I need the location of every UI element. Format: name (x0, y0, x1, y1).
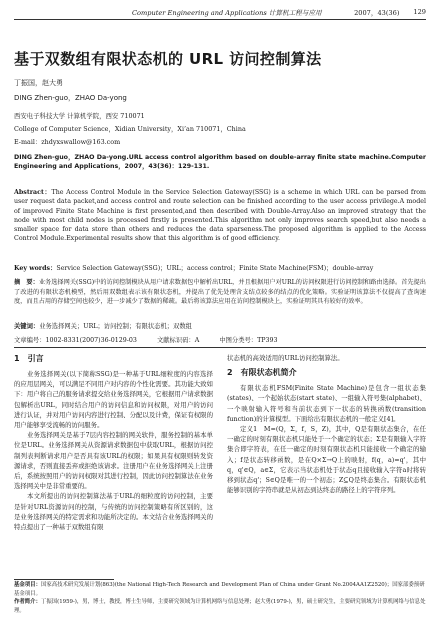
meta-rule (14, 347, 426, 348)
keywords-cn (14, 322, 426, 331)
footnotes (14, 581, 426, 615)
abstract-cn (14, 278, 426, 307)
abstract-label: Abstract： (14, 189, 52, 196)
zhaiyao-text: 业务选择网关(SSG)中的访问控制模块从用户请求数据包中解析出URL，并且根据用户对URL的访问权限进行访问控制和路由选择。首先提出了改进的有限状态机模型，然后用双数组表示该有限状态机，并提出了优先处理含支结点较多的结点的优化策略。实验证明该算法不仅提高了查询速度，而且占用的存储空间也较少，进一步减少了数据的稀疏。最后将该算法应用在访问控制模块上，实验证明其具有较好的效率。 (14, 279, 426, 306)
fund-text: 国家高技术研究发展计划(863)(the National High-Tech Research and Development Plan of China under Grant No.2004AA1Z2520)；国家部委预研基金项目。 (14, 582, 425, 597)
authors-en: DING Zhen-guo，ZHAO Da-yong (14, 94, 127, 102)
page-number: 129 (413, 8, 426, 16)
left-column (14, 353, 213, 532)
abstract-text: The Access Control Module in the Service Selection Gateway(SSG) is a scheme in which URL can be parsed from user request data packet,and access control and route selection can be finished according to the user access privilege.A model of improved Finite State Machine is first presented,and then described with Double-Array.Also an improved strategy that the node with most child nodes is processed firstly is presented.This algorithm not only improves search speed,but also needs a smaller space for data store than others and reduces the data sparseness.The proposed algorithm is applied to the Access Control Module.Experimental results show that this algorithm is of good efficiency. (14, 189, 427, 243)
intro-paragraph-3: 本文所提出的访问控制算法基于URL的细粒度的访问控制，主要是针对URL资源访问的控制，与传统的访问控制策略有所区别的，这是业务选择网关的特定需求和功能所决定的。本文结合业务选择网关的特点提出了一种基于双数组有限 (14, 492, 213, 532)
section-heading-introduction: 1 引言 (14, 354, 44, 363)
journal-name: Computer Engineering and Applications 计算机工程与应用 (132, 9, 322, 17)
authors-cn: 丁振国，赵大勇 (14, 79, 63, 87)
bio-text: 丁振国(1959-)，男，博士，教授，博士生导师，主要研究领域为计算机网络与信息处理；赵大勇(1979-)，男，硕士研究生，主要研究领域为计算机网络与信息处理。 (14, 599, 426, 614)
clc-number: 中图分类号：TP393 (219, 337, 278, 344)
affiliation-en: College of Computer Science，Xidian University，Xi’an 710071，China (14, 125, 246, 133)
bio-label: 作者简介： (14, 599, 41, 606)
author-bio-note (14, 598, 426, 615)
keywords-en (14, 264, 426, 273)
affiliation-cn: 西安电子科技大学 计算机学院，西安 710071 (14, 112, 145, 120)
email-address: E-mail：zhdyxswallow@163.com (14, 138, 121, 146)
article-number: 文章编号：1002-8331(2007)36-0129-03 (14, 337, 137, 344)
fund-note (14, 581, 426, 598)
intro-paragraph-2: 业务选择网关是基于7层内容控制的网关软件，服务控制的基本单位是URL。业务选择网关从资源请求数据包中获取URL，根据访问控制列表判断请求用户是否具有该URL的权限；如果具有权限则转发资源请求，否则直接丢弃或拒绝该请求。注册用户在业务选择网关上注册后，系统按照用户的访问权限对其进行控制，因此访问控制算法在业务选择网关中是非常重要的。 (14, 431, 213, 491)
zhaiyao-label: 摘 要： (14, 279, 39, 286)
fsm-paragraph-1: 有限状态机FSM(Finite State Machine)是包含一组状态集(states)、一个起始状态(start state)、一组输入符号集(alphabet)、一个映射输入符号和当前状态到下一状态的转换函数(transition function)的计算模型。下面给出有限状态机的一般定义[4]。 (227, 384, 426, 423)
article-meta (14, 335, 278, 344)
fsm-definition: 定义1 M=(Q，Σ，f，S，Z)，其中，Q是有限状态集合，在任一确定的时刻有限状态机只能处于一个确定的状态；Σ是有限输入字符集合即字符表，在任一确定的时刻有限状态机只能接收一个确定的输入；f是状态转移函数，是在Q×Σ→Q上的映射，f(q，a)=q'，其中q，q'∈Q，a∈Σ，它表示当状态机处于状态q且接收输入字符a时将转移到状态q'；S∈Q是唯一的一个初态；Z⊆Q是终态集合。有限状态机能够识别的字符串就是从初态到达终态的路径上的字符序列。 (227, 425, 426, 495)
citation (14, 153, 426, 172)
right-column (227, 353, 426, 495)
issue-info: 2007，43(36) (354, 9, 400, 17)
guanjianci-text: 业务选择网关；URL；访问控制；有限状态机；双数组 (39, 323, 192, 330)
abstract (14, 188, 426, 244)
citation-text: DING Zhen-guo，ZHAO Da-yong.URL access control algorithm based on double-array finite state machine.Computer Engineering and Applications，2007，43(36)：129-131. (14, 154, 426, 171)
footnote-rule (14, 579, 114, 580)
intro-paragraph-1: 业务选择网关(以下简称SSG)是一种基于URL细粒度的内容选择的应用层网关，可以满足不同用户对内容的个性化需要。其功能大致如下：用户将自己的服务请求提交给业务选择网关，它根据用户请求数据包解析出URL，同时结合用户的访问信息和访问权限，对用户的访问进行认证，并对用户访问内容进行控制、分配以及计费，保证有权限的用户能够享受流畅的访问服务。 (14, 370, 213, 430)
section-heading-fsm: 2 有限状态机简介 (227, 368, 297, 378)
keywords-label: Key words： (14, 265, 57, 272)
fund-label: 基金项目： (14, 582, 41, 588)
body-columns (14, 353, 426, 578)
running-header (14, 6, 426, 18)
paper-title: 基于双数组有限状态机的 URL 访问控制算法 (14, 50, 322, 68)
document-code: 文献标识码：A (156, 337, 200, 344)
keywords-text: Service Selection Gateway(SSG)；URL；access control；Finite State Machine(FSM)；double-array (56, 265, 374, 272)
intro-continuation: 状态机的高效适用的URL访问控制算法。 (227, 354, 344, 362)
guanjianci-label: 关键词： (14, 323, 40, 330)
header-rule (14, 19, 426, 20)
